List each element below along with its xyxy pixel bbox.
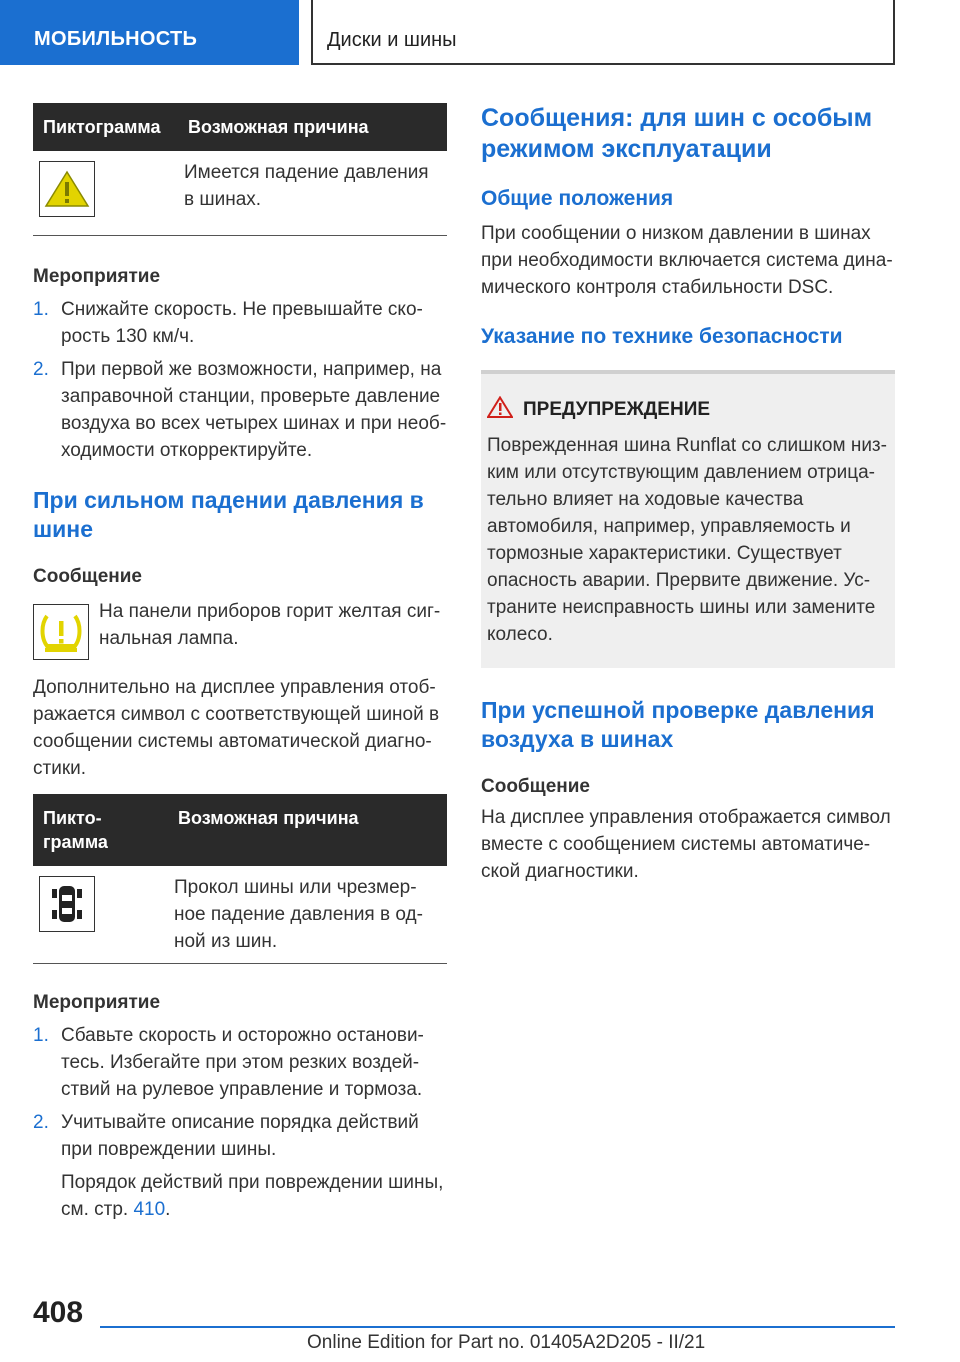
warning-icon — [487, 396, 513, 424]
page-number: 408 — [33, 1296, 84, 1329]
note-text: Порядок действий при повреждении шины, см. стр. — [61, 1172, 444, 1220]
measures1-item-1 — [33, 296, 447, 350]
footer-divider — [100, 1326, 895, 1328]
item-text: При первой же возможности, например, на заправочной станции, проверьте давление воздуха во всех четырех шинах и при необ-ходимости откорректируйте. — [61, 359, 447, 461]
warning-box — [481, 370, 895, 668]
measures2-item-1 — [33, 1022, 447, 1103]
right-column — [481, 103, 895, 885]
table2-cause-text: Прокол шины или чрезмер-ное падение давления в од-ной из шин. — [168, 866, 447, 964]
warning-triangle-icon — [39, 161, 95, 217]
message-row — [33, 598, 447, 660]
warning-text: Поврежденная шина Runflat со слишком низ-ким или отсутствующим давлением отрица-тельно влияет на ходовые качества автомобиля, например, управляемость и тормозные характеристики. Существует опасность аварии. Прервите движение. Ус-траните неисправность шины или замените колесо. — [487, 435, 887, 645]
measures2-item-2 — [33, 1109, 447, 1163]
section-tab: МОБИЛЬНОСТЬ — [0, 0, 299, 65]
pictogram-table-2 — [33, 794, 447, 964]
heading-special-tires: Сообщения: для шин с особым режимом эксплуатации — [481, 104, 873, 163]
heading-strong-drop: При сильном падении давления в шине — [33, 487, 424, 542]
item-number: 2. — [33, 1112, 49, 1133]
note-suffix: . — [165, 1199, 171, 1220]
extra-text: Дополнительно на дисплее управления отоб-ражается символ с соответствующей шиной в сообщении системы автоматической диагно-стики. — [33, 677, 440, 779]
heading-safety: Указание по технике безопасности — [481, 325, 843, 348]
pictogram-table-1 — [33, 103, 447, 236]
measures1-title: Мероприятие — [33, 266, 161, 287]
table2-col-pictogram: Пикто-грамма — [33, 794, 168, 866]
table2-icon-cell — [33, 866, 168, 964]
message-text-right: На дисплее управления отображается символ вместе с сообщением системы автоматиче-ской диагностики. — [481, 807, 891, 882]
item-text: Снижайте скорость. Не превышайте ско-рость 130 км/ч. — [61, 299, 423, 347]
warning-title — [487, 396, 887, 424]
edition-text: Online Edition for Part no. 01405A2D205 - II/21 — [307, 1332, 706, 1353]
table1-cause-text: Имеется падение давления в шинах. — [178, 151, 447, 236]
measures1-item-2 — [33, 356, 447, 464]
measures2-note — [33, 1169, 447, 1223]
item-number: 2. — [33, 359, 49, 380]
item-number: 1. — [33, 299, 49, 320]
item-number: 1. — [33, 1025, 49, 1046]
chapter-title: Диски и шины — [311, 0, 895, 65]
general-text: При сообщении о низком давлении в шинах при необходимости включается система дина-мического контроля стабильности DSC. — [481, 223, 893, 298]
heading-success: При успешной проверке давления воздуха в шинах — [481, 697, 875, 752]
table2-col-cause: Возможная причина — [168, 794, 447, 866]
item-text: Сбавьте скорость и осторожно останови-тесь. Избегайте при этом резких воздей-ствий на рулевое управление и тормоза. — [61, 1025, 424, 1100]
table1-col-pictogram: Пиктограмма — [33, 103, 178, 151]
item-text: Учитывайте описание порядка действий при повреждении шины. — [61, 1112, 419, 1160]
message-title: Сообщение — [33, 566, 142, 587]
message-text: На панели приборов горит желтая сиг-нальная лампа. — [99, 601, 441, 649]
heading-general: Общие положения — [481, 187, 674, 210]
warning-title-text: ПРЕДУПРЕЖДЕНИЕ — [523, 399, 711, 420]
table1-icon-cell — [33, 151, 178, 236]
car-tire-icon — [39, 876, 95, 932]
page-link[interactable]: 410 — [133, 1199, 166, 1220]
table1-col-cause: Возможная причина — [178, 103, 447, 151]
measures2-title: Мероприятие — [33, 992, 161, 1013]
message-title-right: Сообщение — [481, 776, 590, 797]
tire-pressure-warning-icon — [33, 604, 89, 660]
left-column — [33, 103, 447, 1223]
